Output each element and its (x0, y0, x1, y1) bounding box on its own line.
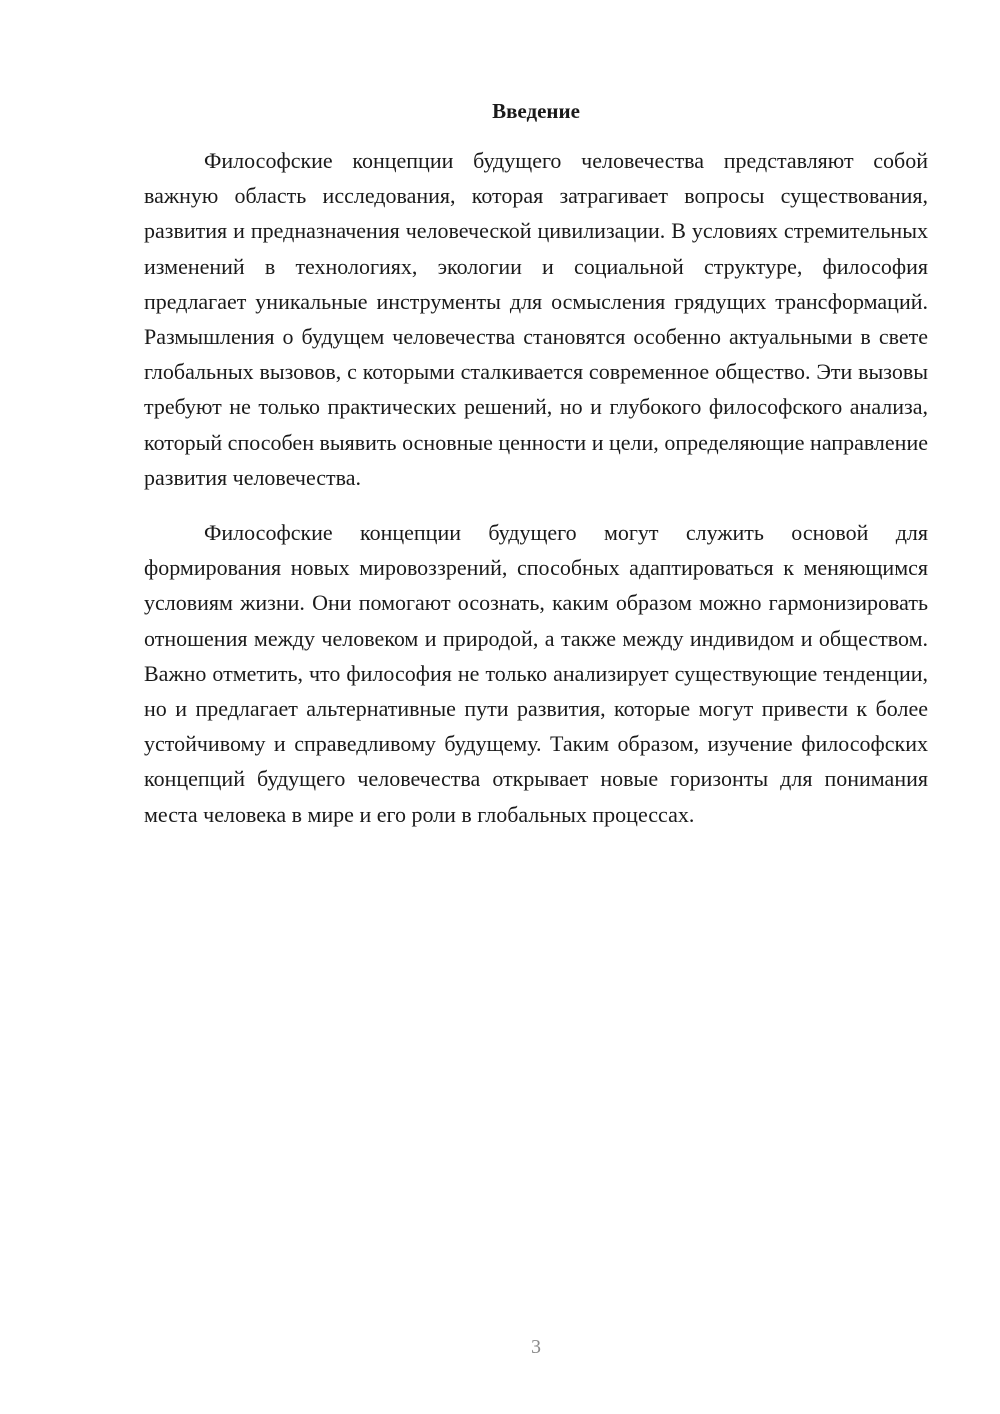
paragraph-2: Философские концепции будущего могут служить основой для формирования новых мировоззрений, способных адаптироваться к меняющимся условиям жизни. Они помогают осознать, каким образом можно гармонизировать отношения между человеком и природой, а также между индивидом и обществом. Важно отметить, что философия не только анализирует существующие тенденции, но и предлагает альтернативные пути развития, которые могут привести к более устойчивому и справедливому будущему. Таким образом, изучение философских концепций будущего человечества открывает новые горизонты для понимания места человека в мире и его роли в глобальных процессах. (144, 520, 928, 827)
page-number: 3 (531, 1336, 541, 1358)
body-text (144, 143, 928, 832)
section-heading: Введение (492, 99, 580, 123)
paragraph-1: Философские концепции будущего человечества представляют собой важную область исследования, которая затрагивает вопросы существования, развития и предназначения человеческой цивилизации. В условиях стремительных изменений в технологиях, экологии и социальной структуре, философия предлагает уникальные инструменты для осмысления грядущих трансформаций. Размышления о будущем человечества становятся особенно актуальными в свете глобальных вызовов, с которыми сталкивается современное общество. Эти вызовы требуют не только практических решений, но и глубокого философского анализа, который способен выявить основные ценности и цели, определяющие направление развития человечества. (144, 148, 928, 490)
